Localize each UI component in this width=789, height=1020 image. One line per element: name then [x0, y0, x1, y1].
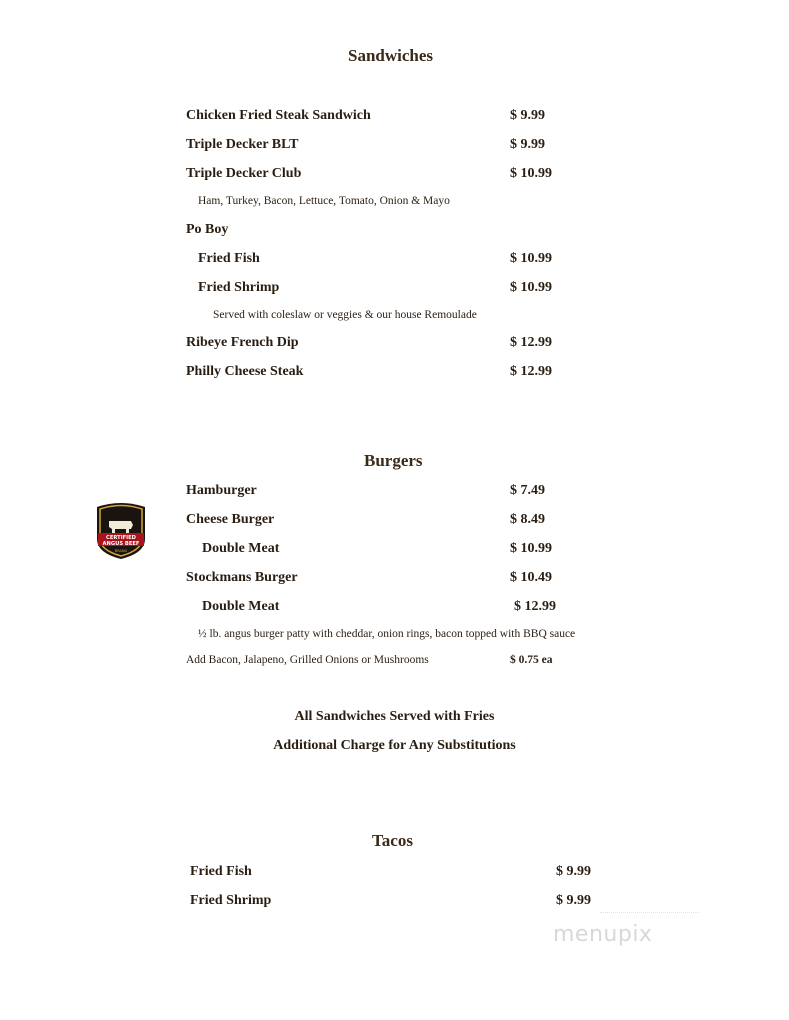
- certified-angus-beef-logo: [93, 499, 149, 559]
- menu-item-price: $ 9.99: [556, 893, 591, 908]
- menu-item-price: $ 9.99: [510, 108, 545, 123]
- burgers-heading: Burgers: [364, 451, 423, 470]
- menu-item-name: Philly Cheese Steak: [186, 364, 304, 379]
- menu-item-name: Triple Decker BLT: [186, 137, 299, 152]
- menu-item-name: Fried Shrimp: [198, 280, 280, 295]
- sandwiches-heading: Sandwiches: [348, 46, 434, 65]
- menu-item-price: $ 8.49: [510, 512, 545, 527]
- menu-item-price: $ 10.99: [510, 166, 552, 181]
- stockman-description: ½ lb. angus burger patty with cheddar, onion rings, bacon topped with BBQ sauce: [198, 628, 576, 640]
- menu-item-price: $ 9.99: [556, 864, 591, 879]
- menu-item-name: Fried Fish: [198, 251, 260, 266]
- tacos-heading: Tacos: [372, 831, 413, 850]
- menu-item-name: Triple Decker Club: [186, 166, 302, 181]
- menu-item-name: Stockmans Burger: [186, 570, 298, 585]
- menu-item-name: Fried Shrimp: [190, 893, 272, 908]
- poboy-description: Served with coleslaw or veggies & our house Remoulade: [213, 309, 477, 321]
- poboy-label: Po Boy: [186, 222, 229, 237]
- menu-item-name: Fried Fish: [190, 864, 252, 879]
- menu-item-name: Ribeye French Dip: [186, 335, 299, 350]
- menu-item-name: Hamburger: [186, 483, 257, 498]
- addon-text: Add Bacon, Jalapeno, Grilled Onions or Mushrooms: [186, 654, 429, 666]
- menu-item-price: $ 10.99: [510, 280, 552, 295]
- club-description: Ham, Turkey, Bacon, Lettuce, Tomato, Onion & Mayo: [198, 195, 450, 207]
- menu-item-name: Double Meat: [202, 541, 280, 556]
- logo-brand: BRAND: [114, 549, 128, 553]
- menu-item-price: $ 10.49: [510, 570, 552, 585]
- menupix-watermark: menupix: [553, 922, 653, 947]
- menu-item-name: Cheese Burger: [186, 512, 275, 527]
- menu-item-name: Chicken Fried Steak Sandwich: [186, 108, 371, 123]
- menu-item-price: $ 10.99: [510, 541, 552, 556]
- menu-item-price: $ 7.49: [510, 483, 545, 498]
- watermark-divider: [600, 912, 700, 914]
- menu-item-name: Double Meat: [202, 599, 280, 614]
- substitution-note: Additional Charge for Any Substitutions: [273, 738, 516, 753]
- logo-text-top: CERTIFIED: [106, 535, 136, 541]
- menu-item-price: $ 12.99: [510, 335, 552, 350]
- addon-price: $ 0.75 ea: [510, 654, 553, 666]
- menu-item-price: $ 12.99: [514, 599, 556, 614]
- menu-item-price: $ 10.99: [510, 251, 552, 266]
- fries-note: All Sandwiches Served with Fries: [294, 709, 495, 724]
- logo-text-bottom: ANGUS BEEF: [102, 541, 140, 547]
- menu-item-price: $ 9.99: [510, 137, 545, 152]
- menu-item-price: $ 12.99: [510, 364, 552, 379]
